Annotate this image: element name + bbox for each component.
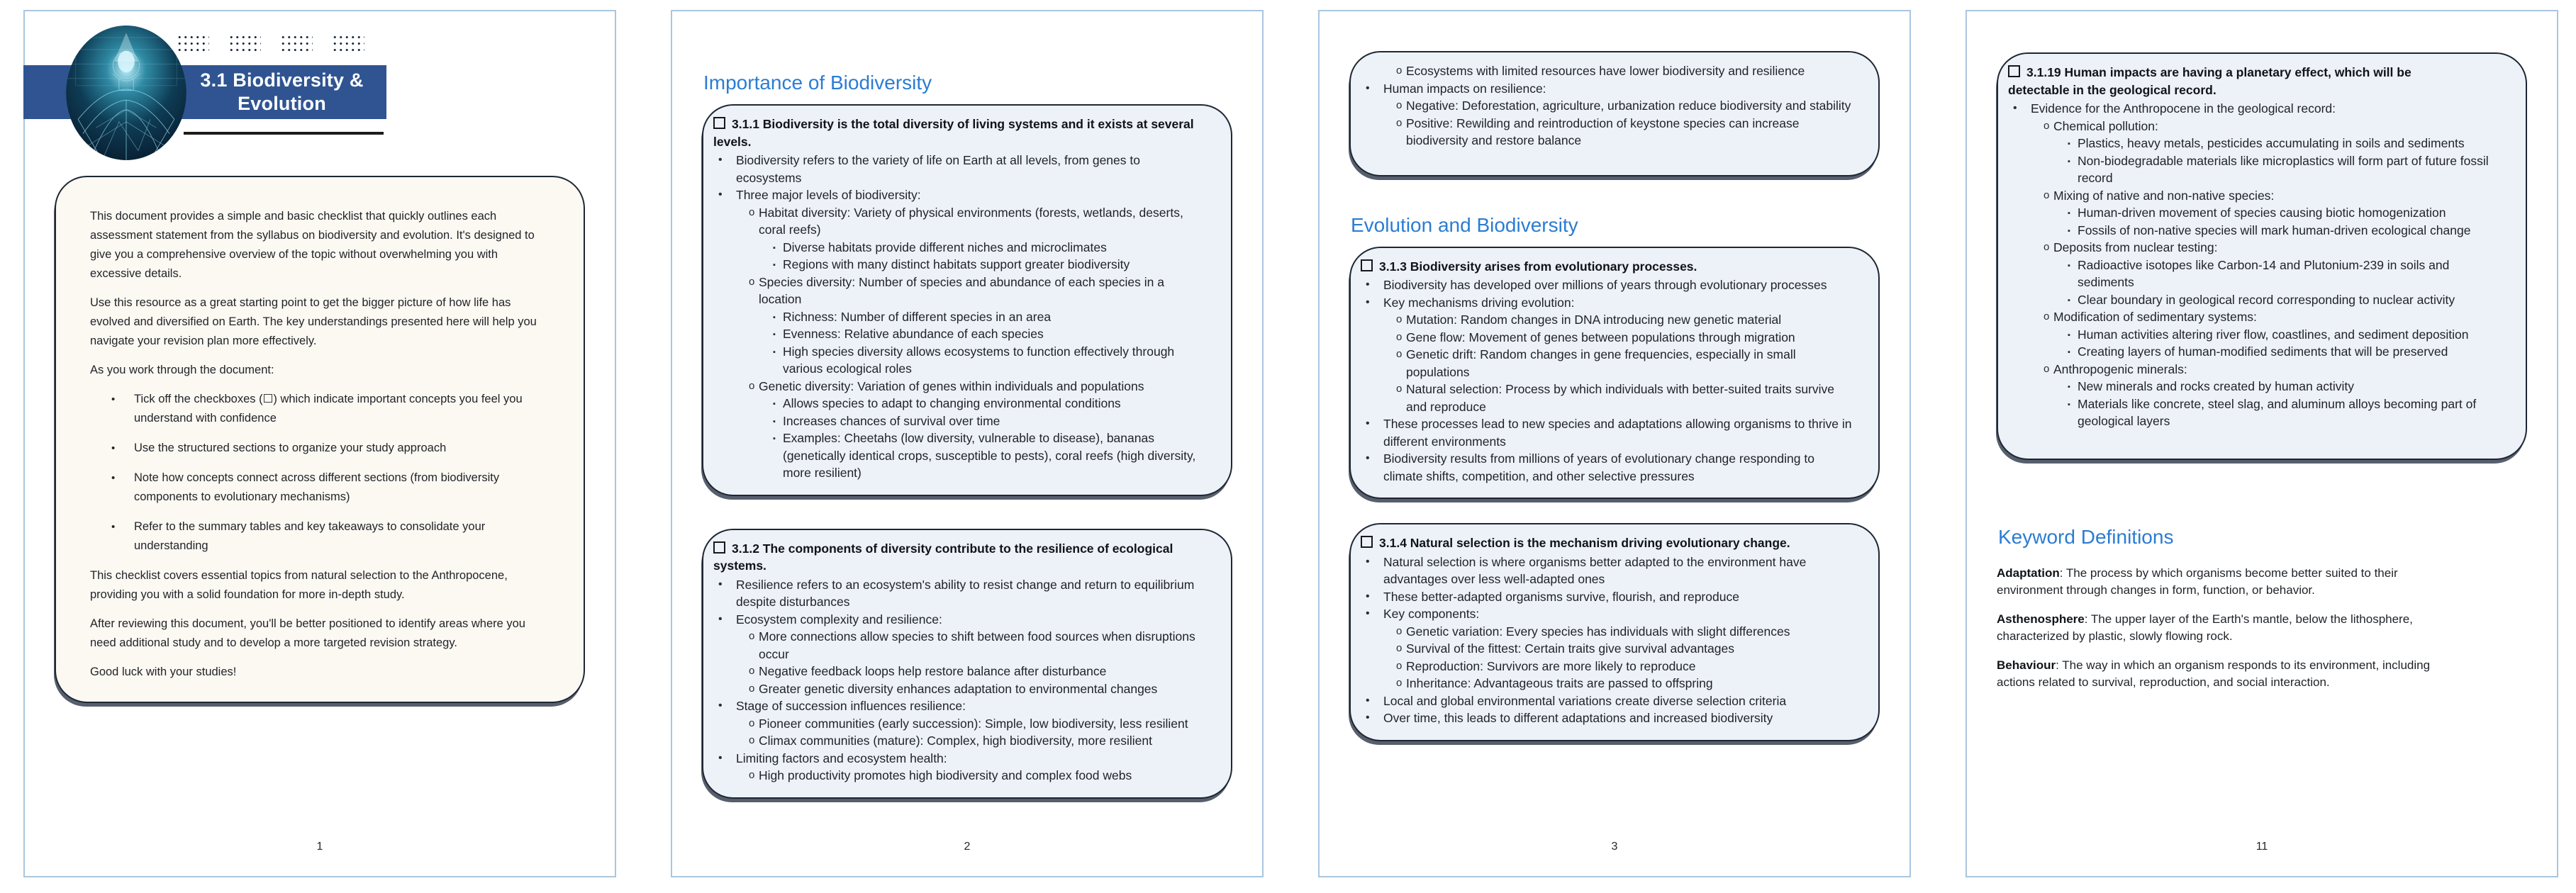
list-item-text: Human impacts on resilience:	[1383, 81, 1546, 96]
bullet-icon: ▪	[2068, 296, 2070, 305]
intro-box	[55, 176, 585, 703]
list-item	[713, 152, 1205, 186]
bullet-icon: o	[749, 630, 755, 642]
list-item	[2008, 343, 2500, 361]
bullet-icon: ▪	[2068, 400, 2070, 409]
bullet-icon: •	[1366, 296, 1370, 308]
checklist-box	[702, 104, 1232, 496]
checkbox-icon	[2008, 65, 2020, 77]
list-item	[713, 239, 1205, 257]
list-item	[2008, 187, 2500, 205]
bullet-icon: •	[718, 154, 723, 166]
keyword-term: Asthenosphere	[1997, 612, 2085, 626]
list-item-text: More connections allow species to shift between food sources when disruptions occur	[759, 629, 1195, 661]
bullet-icon: ▪	[2068, 383, 2070, 391]
list-item-text: Habitat diversity: Variety of physical environments (forests, wetlands, deserts, coral reefs)	[759, 205, 1183, 237]
intro-bullet	[90, 517, 548, 556]
list-item-text: These better-adapted organisms survive, flourish, and reproduce	[1383, 589, 1739, 604]
list-item-text: High productivity promotes high biodiversity and complex food webs	[759, 768, 1132, 782]
checklist-statement-text: 3.1.19 Human impacts are having a planetary effect, which will be detectable in the geological record.	[2008, 65, 2411, 97]
bullet-icon: o	[2043, 119, 2050, 132]
checklist-statement	[713, 540, 1205, 575]
keyword-definition-text: : The way in which an organism responds to its environment, including actions related to survival, reproduction, and social interaction.	[1997, 658, 2431, 689]
bullet-icon: •	[1366, 82, 1370, 94]
list-item-text: Non-biodegradable materials like microplastics will form part of future fossil record	[2078, 153, 2489, 185]
list-item-text: Plastics, heavy metals, pesticides accumulating in soils and sediments	[2078, 136, 2465, 150]
intro-paragraph: This checklist covers essential topics from natural selection to the Anthropocene, providing you with a solid foundation for more in-depth study.	[90, 569, 508, 601]
bullet-icon: •	[1366, 607, 1370, 619]
intro-bullet-text: Tick off the checkboxes (☐) which indicate important concepts you feel you understand with confidence	[134, 393, 523, 425]
bullet-icon: •	[718, 578, 723, 590]
list-item	[713, 628, 1205, 663]
list-item-text: Richness: Number of different species in an area	[783, 309, 1052, 324]
bullet-icon: ▪	[773, 313, 776, 322]
list-item-text: Resilience refers to an ecosystem's ability to resist change and return to equilibrium despite disturbances	[736, 577, 1195, 609]
bullet-icon: o	[749, 275, 755, 288]
list-item	[1361, 311, 1853, 329]
bullet-icon: ▪	[2068, 140, 2070, 148]
list-item	[1361, 346, 1853, 381]
intro-paragraph: Good luck with your studies!	[90, 665, 237, 678]
list-item	[1361, 450, 1853, 485]
list-item	[713, 256, 1205, 274]
list-item	[713, 663, 1205, 680]
list-item	[713, 680, 1205, 698]
bullet-icon: •	[1366, 590, 1370, 602]
list-item	[713, 715, 1205, 733]
list-item	[713, 429, 1205, 482]
list-item-text: Positive: Rewilding and reintroduction of keystone species can increase biodiversity and restore balance	[1406, 116, 1800, 147]
list-item	[1361, 294, 1853, 312]
bullet-icon: •	[718, 751, 723, 764]
list-item-text: Stage of succession influences resilience:	[736, 699, 966, 713]
keyword-definition	[1997, 657, 2450, 692]
checkbox-icon	[1361, 259, 1373, 271]
list-item	[713, 576, 1205, 611]
intro-bullet	[90, 439, 548, 458]
list-item	[713, 204, 1205, 239]
keyword-definition-text: : The upper layer of the Earth's mantle, below the lithosphere, characterized by plastic, slowly flowing rock.	[1997, 612, 2413, 643]
list-item	[713, 186, 1205, 204]
list-item	[2008, 152, 2500, 187]
checkbox-icon	[713, 117, 725, 129]
list-item-text: Key mechanisms driving evolution:	[1383, 295, 1575, 310]
list-item-text: Evidence for the Anthropocene in the geological record:	[2031, 101, 2336, 116]
bullet-icon: o	[1396, 313, 1403, 325]
bullet-icon: •	[1366, 694, 1370, 707]
checkbox-icon	[713, 541, 725, 554]
bullet-icon: ▪	[773, 434, 776, 443]
list-item-text: Limiting factors and ecosystem health:	[736, 751, 947, 765]
bullet-icon: o	[749, 665, 755, 677]
list-item	[713, 611, 1205, 629]
bullet-icon: o	[749, 682, 755, 695]
list-item-text: Increases chances of survival over time	[783, 413, 1000, 428]
list-item	[2008, 100, 2500, 118]
list-item	[713, 750, 1205, 768]
list-item-text: High species diversity allows ecosystems to function effectively through various ecological roles	[783, 344, 1175, 376]
checklist-box	[1349, 247, 1880, 500]
list-item	[2008, 257, 2500, 291]
bullet-icon: o	[1396, 116, 1403, 129]
bullet-icon: •	[1366, 417, 1370, 429]
list-item	[1361, 381, 1853, 415]
checklist-statement-text: 3.1.1 Biodiversity is the total diversity of living systems and it exists at several levels.	[713, 117, 1194, 149]
document-title-line2: Evolution	[238, 93, 326, 114]
list-item	[2008, 395, 2500, 430]
list-item	[2008, 118, 2500, 135]
bullet-icon: •	[718, 700, 723, 712]
keyword-term: Adaptation	[1997, 566, 2060, 580]
bullet-icon: •	[718, 189, 723, 201]
page-content	[1320, 11, 1909, 741]
list-item-text: Gene flow: Movement of genes between populations through migration	[1406, 330, 1795, 344]
list-item	[2008, 361, 2500, 378]
banner-underline	[184, 132, 384, 135]
list-item	[1361, 115, 1853, 150]
list-item	[713, 325, 1205, 343]
bullet-icon: ▪	[773, 400, 776, 408]
list-item	[713, 395, 1205, 412]
list-item-text: Negative feedback loops help restore balance after disturbance	[759, 664, 1107, 678]
list-item-text: Chemical pollution:	[2053, 118, 2158, 133]
wireframe-human-logo	[66, 26, 186, 160]
list-item	[713, 378, 1205, 395]
bullet-icon: o	[749, 734, 755, 746]
bullet-icon: ▪	[773, 347, 776, 356]
page-number: 2	[964, 841, 971, 853]
list-item-text: Creating layers of human-modified sediments that will be preserved	[2078, 344, 2448, 359]
list-item-text: These processes lead to new species and adaptations allowing organisms to thrive in different environments	[1383, 417, 1852, 449]
page-content	[25, 153, 615, 703]
list-item-text: Three major levels of biodiversity:	[736, 188, 921, 202]
list-item	[1361, 692, 1853, 710]
bullet-icon: o	[1396, 64, 1403, 77]
bullet-icon: o	[1396, 99, 1403, 111]
list-item-text: Modification of sedimentary systems:	[2053, 310, 2257, 324]
document-page-4	[1966, 10, 2558, 877]
intro-paragraph: After reviewing this document, you'll be better positioned to identify areas where you need additional study and to develop a more targeted revision strategy.	[90, 617, 525, 649]
list-item-text: Over time, this leads to different adaptations and increased biodiversity	[1383, 711, 1773, 725]
list-item-text: Genetic diversity: Variation of genes within individuals and populations	[759, 378, 1144, 393]
list-item-text: Clear boundary in geological record corresponding to nuclear activity	[2078, 292, 2455, 307]
list-item	[1361, 675, 1853, 692]
cover-header	[25, 11, 615, 153]
list-item-text: New minerals and rocks created by human activity	[2078, 379, 2355, 393]
checklist-statement	[1361, 534, 1853, 552]
checklist-box	[702, 529, 1232, 799]
list-item	[1361, 588, 1853, 606]
list-item-text: Biodiversity refers to the variety of life on Earth at all levels, from genes to ecosystems	[736, 153, 1140, 185]
list-item-text: Climax communities (mature): Complex, high biodiversity, more resilient	[759, 734, 1152, 748]
list-item-text: Pioneer communities (early succession): Simple, low biodiversity, less resilient	[759, 716, 1188, 731]
bullet-icon: o	[749, 206, 755, 218]
list-item-text: Evenness: Relative abundance of each species	[783, 327, 1044, 341]
list-item	[1361, 415, 1853, 450]
list-item-text: Mutation: Random changes in DNA introducing new genetic material	[1406, 313, 1782, 327]
list-item	[1361, 623, 1853, 641]
list-item	[713, 697, 1205, 715]
list-item-text: Radioactive isotopes like Carbon-14 and Plutonium-239 in soils and sediments	[2078, 257, 2450, 289]
bullet-icon: •	[1366, 712, 1370, 724]
intro-bullet	[90, 390, 548, 428]
page-content	[1967, 11, 2557, 692]
checklist-statement	[1361, 258, 1853, 276]
bullet-icon: ▪	[773, 261, 776, 269]
checklist-statement-text: 3.1.3 Biodiversity arises from evolutionary processes.	[1379, 259, 1697, 274]
list-item	[1361, 276, 1853, 294]
bullet-icon: •	[1366, 279, 1370, 291]
bullet-icon: o	[1396, 642, 1403, 654]
list-item	[2008, 222, 2500, 240]
list-item	[2008, 308, 2500, 326]
bullet-icon: ▪	[773, 417, 776, 426]
bullet-icon: o	[2043, 310, 2050, 322]
bullet-icon: o	[2043, 189, 2050, 201]
list-item-text: Human activities altering river flow, coastlines, and sediment deposition	[2078, 327, 2469, 342]
list-item-text: Species diversity: Number of species and abundance of each species in a location	[759, 274, 1164, 306]
bullet-icon: o	[1396, 330, 1403, 343]
bullet-icon: •	[111, 393, 116, 405]
list-item	[713, 274, 1205, 308]
bullet-icon: •	[111, 521, 116, 533]
list-item-text: Mixing of native and non-native species:	[2053, 188, 2275, 203]
list-item-text: Survival of the fittest: Certain traits give survival advantages	[1406, 641, 1734, 656]
bullet-icon: o	[1396, 677, 1403, 689]
bullet-icon: o	[2043, 362, 2050, 375]
list-item-text: Materials like concrete, steel slag, and aluminum alloys becoming part of geological layers	[2078, 396, 2477, 428]
checklist-statement	[2008, 64, 2448, 99]
list-item	[2008, 239, 2500, 257]
list-item	[1361, 640, 1853, 658]
page-number: 11	[2256, 841, 2268, 853]
page-content	[672, 11, 1262, 799]
bullet-icon: •	[1366, 452, 1370, 464]
intro-paragraph: This document provides a simple and basic checklist that quickly outlines each assessment statement from the syllabus on biodiversity and evolution. It's designed to give you a comprehensive overview of the topic without overwhelming you with excessive details.	[90, 210, 535, 280]
bullet-icon: ▪	[2068, 348, 2070, 356]
list-item-text: Allows species to adapt to changing environmental conditions	[783, 396, 1121, 410]
list-item-text: Human-driven movement of species causing biotic homogenization	[2078, 206, 2446, 220]
bullet-icon: o	[749, 379, 755, 392]
checklist-box	[1349, 51, 1880, 176]
intro-paragraph: As you work through the document:	[90, 364, 274, 376]
bullet-icon: •	[1366, 555, 1370, 568]
bullet-icon: o	[749, 717, 755, 729]
list-item-text: Biodiversity results from millions of years of evolutionary change responding to climate shifts, competition, and other selective pressures	[1383, 451, 1814, 483]
bullet-icon: ▪	[2068, 330, 2070, 339]
list-item-text: Negative: Deforestation, agriculture, urbanization reduce biodiversity and stability	[1406, 99, 1851, 113]
list-item	[1361, 658, 1853, 675]
bullet-icon: •	[111, 472, 116, 484]
list-item-text: Local and global environmental variations create diverse selection criteria	[1383, 693, 1787, 708]
list-item-text: Natural selection: Process by which individuals with better-suited traits survive and reproduce	[1406, 382, 1835, 414]
keyword-definition	[1997, 565, 2450, 600]
list-item-text: Regions with many distinct habitats support greater biodiversity	[783, 257, 1130, 271]
list-item	[1361, 554, 1853, 588]
intro-bullet-text: Refer to the summary tables and key takeaways to consolidate your understanding	[134, 520, 486, 552]
list-item	[713, 767, 1205, 785]
list-item-text: Fossils of non-native species will mark human-driven ecological change	[2078, 223, 2471, 237]
bullet-icon: o	[749, 769, 755, 781]
checklist-box	[1349, 523, 1880, 741]
intro-bullet-text: Note how concepts connect across different sections (from biodiversity components to evolutionary mechanisms)	[134, 471, 500, 503]
list-item	[1361, 80, 1853, 98]
list-item	[713, 343, 1205, 378]
list-item-text: Biodiversity has developed over millions of years through evolutionary processes	[1383, 278, 1827, 292]
section-heading: Evolution and Biodiversity	[1351, 213, 1578, 236]
bullet-icon: •	[718, 612, 723, 625]
intro-bullet	[90, 468, 548, 507]
bullet-icon: o	[1396, 624, 1403, 637]
intro-paragraph: Use this resource as a great starting point to get the bigger picture of how life has evolved and diversified on Earth. The key understandings presented here will help you navigate your revision plan more effectively.	[90, 296, 537, 347]
bullet-icon: ▪	[2068, 261, 2070, 270]
list-item	[2008, 204, 2500, 222]
list-item	[1361, 709, 1853, 727]
list-item-text: Natural selection is where organisms better adapted to the environment have advantages over less well-adapted ones	[1383, 554, 1807, 586]
checkbox-icon	[1361, 536, 1373, 548]
list-item	[1361, 605, 1853, 623]
list-item	[2008, 291, 2500, 309]
list-item-text: Greater genetic diversity enhances adaptation to environmental changes	[759, 681, 1158, 696]
list-item	[2008, 378, 2500, 395]
bullet-icon: ▪	[773, 243, 776, 252]
bullet-icon: ▪	[773, 330, 776, 339]
document-page-2	[671, 10, 1264, 877]
list-item-text: Anthropogenic minerals:	[2053, 361, 2187, 376]
section-heading: Keyword Definitions	[1998, 525, 2174, 548]
bullet-icon: ▪	[2068, 209, 2070, 218]
list-item	[1361, 329, 1853, 347]
keyword-definition-text: : The process by which organisms become better suited to their environment through changes in form, function, or behavior.	[1997, 566, 2398, 597]
list-item	[713, 412, 1205, 430]
bullet-icon: •	[111, 442, 116, 454]
checklist-box	[1997, 52, 2527, 460]
dots-pattern-icon	[175, 33, 382, 52]
list-item	[713, 732, 1205, 750]
bullet-icon: ▪	[2068, 157, 2070, 166]
document-page-3	[1318, 10, 1911, 877]
bullet-icon: ▪	[2068, 226, 2070, 235]
intro-bullet-text: Use the structured sections to organize your study approach	[134, 442, 447, 454]
document-title-line1: 3.1 Biodiversity &	[200, 69, 364, 91]
list-item	[2008, 135, 2500, 152]
bullet-icon: o	[2043, 241, 2050, 253]
list-item	[1361, 62, 1853, 80]
list-item	[1361, 97, 1853, 115]
page-number: 3	[1611, 841, 1618, 853]
checklist-statement-text: 3.1.2 The components of diversity contribute to the resilience of ecological systems.	[713, 541, 1173, 573]
list-item-text: Deposits from nuclear testing:	[2053, 240, 2218, 254]
list-item-text: Ecosystems with limited resources have lower biodiversity and resilience	[1406, 64, 1805, 78]
list-item-text: Examples: Cheetahs (low diversity, vulnerable to disease), bananas (genetically identical crops, susceptible to pests), coral reefs (high diversity, more resilient)	[783, 431, 1196, 480]
list-item-text: Inheritance: Advantageous traits are passed to offspring	[1406, 676, 1713, 690]
document-title	[183, 69, 381, 116]
section-heading: Importance of Biodiversity	[703, 72, 932, 94]
list-item	[713, 308, 1205, 326]
list-item-text: Reproduction: Survivors are more likely to reproduce	[1406, 658, 1696, 673]
list-item-text: Genetic variation: Every species has individuals with slight differences	[1406, 624, 1790, 639]
list-item-text: Genetic drift: Random changes in gene frequencies, especially in small populations	[1406, 347, 1796, 379]
list-item-text: Ecosystem complexity and resilience:	[736, 612, 942, 627]
list-item	[2008, 326, 2500, 344]
document-page-1	[23, 10, 616, 877]
keyword-term: Behaviour	[1997, 658, 2056, 672]
bullet-icon: o	[1396, 659, 1403, 672]
bullet-icon: o	[1396, 383, 1403, 395]
list-item-text: Key components:	[1383, 607, 1480, 621]
checklist-statement	[713, 116, 1205, 150]
list-item-text: Diverse habitats provide different niches and microclimates	[783, 240, 1107, 254]
bullet-icon: •	[2013, 102, 2017, 114]
checklist-statement-text: 3.1.4 Natural selection is the mechanism driving evolutionary change.	[1379, 536, 1790, 550]
bullet-icon: o	[1396, 348, 1403, 360]
keyword-definition	[1997, 611, 2450, 646]
page-number: 1	[316, 841, 323, 853]
